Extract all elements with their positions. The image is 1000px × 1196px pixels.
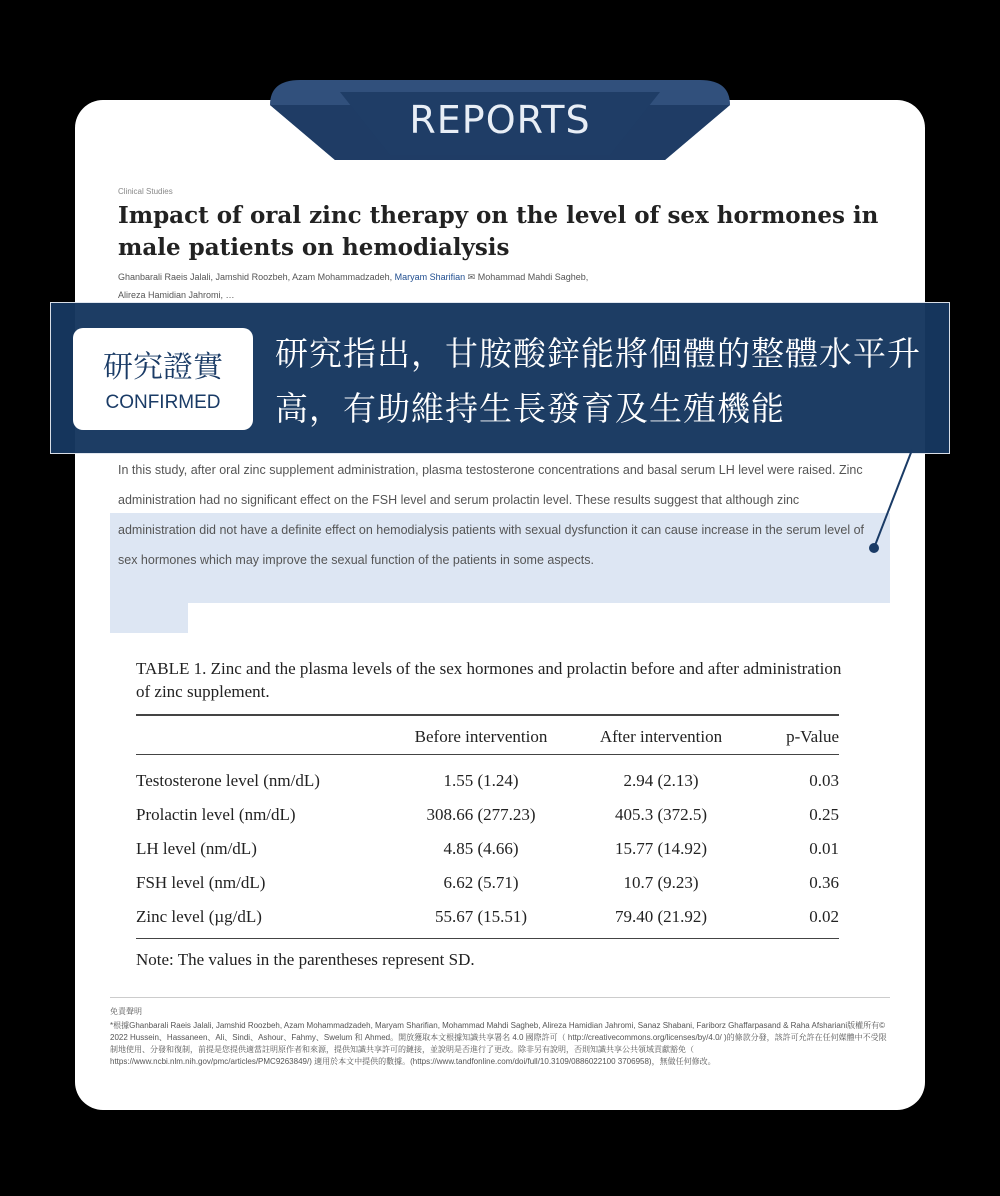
mail-icon: ✉ bbox=[465, 272, 476, 282]
header-cell: After intervention bbox=[599, 727, 723, 746]
results-table bbox=[136, 720, 839, 934]
table-cell: 0.25 bbox=[809, 805, 839, 824]
row-label: Testosterone level (nm/dL) bbox=[136, 771, 320, 790]
table-cell: 0.02 bbox=[809, 907, 839, 926]
table-cell: 4.85 (4.66) bbox=[443, 839, 519, 858]
table-row bbox=[136, 764, 839, 798]
table-row bbox=[136, 832, 839, 866]
table-row bbox=[136, 866, 839, 900]
table-header-row bbox=[136, 720, 839, 754]
authors-part-1: Ghanbarali Raeis Jalali, Jamshid Roozbeh, Azam Mohammadzadeh, bbox=[118, 272, 395, 282]
authors-line-2: Alireza Hamidian Jahromi, … bbox=[118, 290, 235, 300]
row-label: FSH level (nm/dL) bbox=[136, 873, 266, 892]
table-cell: 0.01 bbox=[809, 839, 839, 858]
row-label: LH level (nm/dL) bbox=[136, 839, 257, 858]
table-row bbox=[136, 900, 839, 934]
disclaimer-heading: 免責聲明 bbox=[110, 1007, 142, 1016]
row-label: Zinc level (µg/dL) bbox=[136, 907, 262, 926]
claim-text: 研究指出，甘胺酸鋅能將個體的整體水平升高，有助維持生長發育及生殖機能 bbox=[275, 334, 921, 428]
table-cell: 10.7 (9.23) bbox=[623, 873, 699, 892]
table-cell: 1.55 (1.24) bbox=[443, 771, 519, 790]
table-cell: 308.66 (277.23) bbox=[426, 805, 536, 824]
disclaimer-divider bbox=[110, 997, 890, 998]
paper-title: Impact of oral zinc therapy on the level of sex hormones in male patients on hemodialysis bbox=[118, 202, 879, 261]
row-label: Prolactin level (nm/dL) bbox=[136, 805, 296, 824]
table-cell: 15.77 (14.92) bbox=[614, 839, 708, 858]
disclaimer-text: *根據Ghanbarali Raeis Jalali, Jamshid Roozbeh, Azam Mohammadzadeh, Maryam Sharifian, Mohammad Mahdi Sagheb, Alireza Hamidian Jahromi, Sanaz Shabani, Fariborz Ghaffarpasand & Raha Afshariani版權所有© 2022 Hussein、Hassaneen、Ali、Sindi、Ashour、Fahmy、Swelum 和 Ahmed。開放獲取本文根據知識共享署名 4.0 國際許可（ http://creativecommons.org/licenses/by/4.0/ )的條款分發，該許可允許在任何媒體中不受限制地使用、分發和復制，前提是您提供適當註明原作者和來源，提供知識共享許可的鏈接，並說明是否進行了更改。除非另有說明，否則知識共享公共領域貢獻豁免（ https://www.ncbi.nlm.nih.gov/pmc/articles/PMC9263849/) 適用於本文中提供的數據。(https://www.tandfonline.com/doi/full/10.3109/0886022100 3706958)，無做任何修改。 bbox=[110, 1021, 887, 1066]
table-cell: 6.62 (5.71) bbox=[443, 873, 519, 892]
table-cell: 405.3 (372.5) bbox=[614, 805, 708, 824]
table-row bbox=[136, 798, 839, 832]
header-cell: Before intervention bbox=[414, 727, 548, 746]
table-caption: TABLE 1. Zinc and the plasma levels of the sex hormones and prolactin before and after administration of zinc supplement. bbox=[136, 659, 842, 701]
table-cell: 2.94 (2.13) bbox=[623, 771, 699, 790]
paper-section-label: Clinical Studies bbox=[118, 187, 173, 196]
table-cell: 79.40 (21.92) bbox=[614, 907, 708, 926]
table-cell: 0.03 bbox=[809, 771, 839, 790]
reports-tab-label: REPORTS bbox=[409, 98, 591, 142]
table-note: Note: The values in the parentheses represent SD. bbox=[136, 950, 475, 969]
header-cell: p-Value bbox=[786, 727, 839, 746]
table-bottom-rule bbox=[136, 938, 839, 939]
header-cell bbox=[136, 720, 391, 754]
table-top-rule bbox=[136, 714, 839, 716]
abstract-text: In this study, after oral zinc supplement administration, plasma testosterone concentrations and basal serum LH level were raised. Zinc administration had no significant effect on the FSH level and serum prolactin level. These results suggest that although zinc administration did not have a definite effect on hemodialysis patients with sexual dysfunction it can cause increase in the serum level of sex hormones which may improve the sexual function of the patients in some aspects. bbox=[118, 463, 865, 567]
authors-highlight: Maryam Sharifian bbox=[394, 272, 466, 282]
table-cell: 0.36 bbox=[809, 873, 839, 892]
badge-chinese-label: 研究證實 bbox=[103, 350, 223, 385]
badge-english-label: CONFIRMED bbox=[105, 392, 221, 413]
table-cell: 55.67 (15.51) bbox=[434, 907, 528, 926]
authors-part-2: Mohammad Mahdi Sagheb, bbox=[475, 272, 589, 282]
